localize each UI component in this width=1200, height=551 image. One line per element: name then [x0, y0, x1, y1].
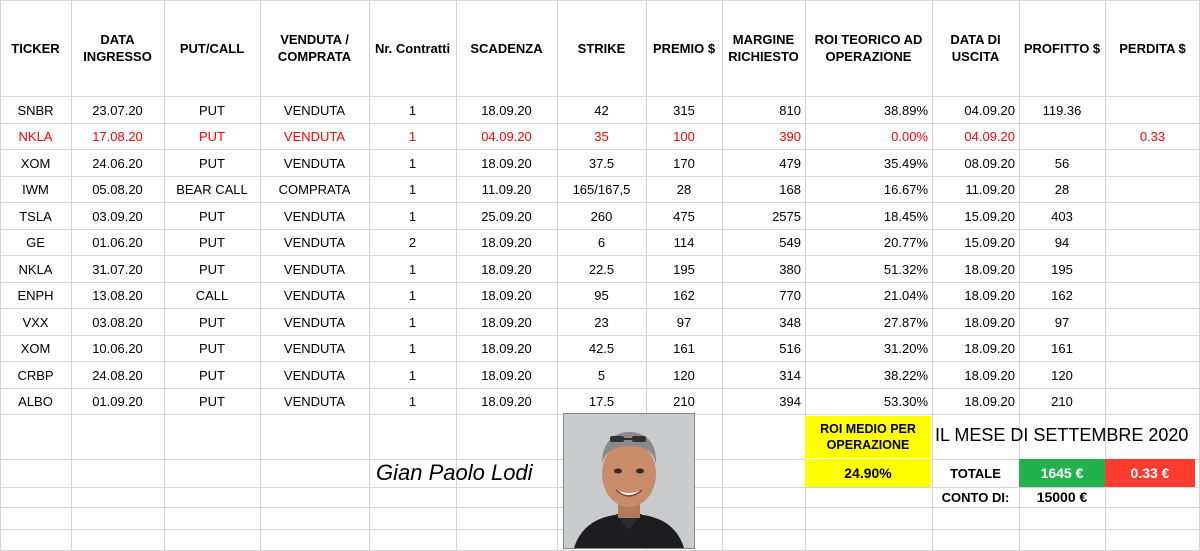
table-cell-profitto: 195	[1051, 261, 1073, 277]
table-cell-venduta-comprata: VENDUTA	[283, 129, 346, 145]
month-title: IL MESE DI SETTEMBRE 2020	[935, 425, 1189, 445]
table-cell-roi: 18.45%	[883, 208, 928, 224]
table-cell-roi: 53.30%	[883, 394, 928, 410]
table-cell-margine: 516	[779, 341, 801, 357]
conto-label: CONTO DI:	[941, 489, 1010, 505]
table-cell-uscita: 04.09.20	[964, 129, 1015, 145]
table-cell-margine: 549	[779, 235, 801, 251]
table-cell-profitto: 120	[1051, 367, 1073, 383]
table-cell-roi: 27.87%	[883, 314, 928, 330]
table-cell-data-ingresso: 13.08.20	[92, 288, 143, 304]
table-cell-strike: 42	[594, 102, 609, 118]
table-cell-strike: 17.5	[588, 394, 615, 410]
table-cell-strike: 35	[594, 129, 609, 145]
table-cell-venduta-comprata: VENDUTA	[283, 367, 346, 383]
table-cell-uscita: 18.09.20	[964, 394, 1015, 410]
column-header: MARGINE RICHIESTO	[728, 32, 799, 64]
table-cell-perdita	[1105, 177, 1200, 204]
table-cell-scadenza: 18.09.20	[481, 155, 532, 171]
table-cell-perdita	[1105, 283, 1200, 310]
table-cell-strike: 22.5	[588, 261, 615, 277]
table-cell-ticker: XOM	[20, 155, 51, 171]
column-header: Nr. Contratti	[374, 40, 451, 56]
table-cell-profitto: 210	[1051, 394, 1073, 410]
table-cell-premio: 195	[673, 261, 695, 277]
table-cell-ticker: VXX	[22, 314, 49, 330]
column-header: ROI TEORICO AD OPERAZIONE	[814, 32, 923, 64]
table-cell-margine: 380	[779, 261, 801, 277]
table-cell-strike: 23	[594, 314, 609, 330]
roi-medio-value: 24.90%	[805, 459, 931, 487]
table-cell-strike: 37.5	[588, 155, 615, 171]
table-cell-margine: 348	[779, 314, 801, 330]
table-cell-contratti: 1	[408, 182, 417, 198]
table-cell-perdita	[1105, 336, 1200, 363]
table-cell-margine: 479	[779, 155, 801, 171]
table-cell-ticker: ENPH	[17, 288, 54, 304]
table-cell-strike: 42.5	[588, 341, 615, 357]
table-cell-strike: 6	[597, 235, 606, 251]
table-cell-ticker: TSLA	[19, 208, 52, 224]
table-cell-perdita	[1105, 150, 1200, 177]
table-cell-scadenza: 18.09.20	[481, 314, 532, 330]
table-cell-premio: 100	[673, 129, 695, 145]
table-cell-roi: 38.22%	[883, 367, 928, 383]
table-cell-data-ingresso: 03.08.20	[92, 314, 143, 330]
totale-loss: 0.33 €	[1105, 459, 1195, 487]
column-header: PUT/CALL	[179, 40, 245, 56]
table-cell-venduta-comprata: VENDUTA	[283, 102, 346, 118]
table-cell-perdita	[1105, 230, 1200, 257]
table-cell-data-ingresso: 24.08.20	[92, 367, 143, 383]
table-cell-profitto: 119.36	[1042, 102, 1082, 118]
table-cell-contratti: 1	[408, 341, 417, 357]
table-cell-data-ingresso: 24.06.20	[92, 155, 143, 171]
column-header: SCADENZA	[470, 40, 543, 56]
table-cell-premio: 475	[673, 208, 695, 224]
table-cell-premio: 120	[673, 367, 695, 383]
table-cell-venduta-comprata: VENDUTA	[283, 261, 346, 277]
table-cell-put-call: PUT	[199, 314, 225, 330]
table-cell-scadenza: 18.09.20	[481, 341, 532, 357]
table-cell-contratti: 1	[408, 129, 417, 145]
table-cell-roi: 0.00%	[891, 129, 928, 145]
table-cell-scadenza: 18.09.20	[481, 235, 532, 251]
table-cell-venduta-comprata: VENDUTA	[283, 394, 346, 410]
table-cell-roi: 16.67%	[883, 182, 928, 198]
table-cell-roi: 38.89%	[883, 102, 928, 118]
table-cell-uscita: 18.09.20	[964, 288, 1015, 304]
table-cell-margine: 394	[779, 394, 801, 410]
table-cell-margine: 314	[779, 367, 801, 383]
table-cell-strike: 5	[597, 367, 606, 383]
totale-profit: 1645 €	[1019, 459, 1105, 487]
table-cell-perdita	[1105, 203, 1200, 230]
table-cell-strike: 95	[594, 288, 609, 304]
table-cell-ticker: XOM	[20, 341, 51, 357]
table-cell-uscita: 08.09.20	[964, 155, 1015, 171]
conto-value: 15000 €	[1036, 489, 1088, 505]
table-cell-profitto: 161	[1051, 341, 1073, 357]
table-cell-venduta-comprata: COMPRATA	[278, 182, 351, 198]
table-cell-scadenza: 25.09.20	[481, 208, 532, 224]
table-cell-premio: 315	[673, 102, 695, 118]
table-cell-data-ingresso: 17.08.20	[92, 129, 143, 145]
column-header: DATA INGRESSO	[83, 32, 152, 64]
table-cell-contratti: 1	[408, 394, 417, 410]
table-cell-contratti: 1	[408, 314, 417, 330]
table-cell-data-ingresso: 03.09.20	[92, 208, 143, 224]
table-cell-put-call: PUT	[199, 235, 225, 251]
table-cell-premio: 210	[673, 394, 695, 410]
table-cell-profitto: 97	[1054, 314, 1070, 330]
table-cell-contratti: 1	[408, 208, 417, 224]
table-cell-roi: 20.77%	[883, 235, 928, 251]
table-cell-uscita: 15.09.20	[964, 208, 1015, 224]
table-cell-data-ingresso: 10.06.20	[92, 341, 143, 357]
table-cell-put-call: PUT	[199, 155, 225, 171]
table-cell-contratti: 2	[408, 235, 417, 251]
column-header: VENDUTA / COMPRATA	[277, 32, 352, 64]
table-cell-put-call: PUT	[199, 394, 225, 410]
column-header: TICKER	[11, 40, 60, 56]
table-cell-premio: 170	[673, 155, 695, 171]
table-cell-venduta-comprata: VENDUTA	[283, 235, 346, 251]
table-cell-perdita	[1105, 362, 1200, 389]
table-cell-scadenza: 18.09.20	[481, 394, 532, 410]
table-cell-profitto: 162	[1051, 288, 1073, 304]
totale-label: TOTALE	[950, 465, 1001, 481]
table-cell-perdita: 0.33	[1139, 129, 1166, 145]
table-cell-premio: 28	[676, 182, 692, 198]
table-cell-venduta-comprata: VENDUTA	[283, 208, 346, 224]
table-cell-data-ingresso: 05.08.20	[92, 182, 143, 198]
table-cell-uscita: 11.09.20	[965, 182, 1015, 198]
table-cell-contratti: 1	[408, 102, 417, 118]
table-cell-premio: 162	[673, 288, 695, 304]
table-cell-roi: 21.04%	[883, 288, 928, 304]
table-cell-profitto: 28	[1054, 182, 1070, 198]
author-signature: Gian Paolo Lodi	[376, 460, 533, 485]
table-cell-margine: 810	[779, 102, 801, 118]
table-cell-scadenza: 18.09.20	[481, 288, 532, 304]
column-header: STRIKE	[577, 40, 626, 56]
column-header: PREMIO $	[652, 40, 716, 56]
table-cell-data-ingresso: 31.07.20	[92, 261, 143, 277]
table-cell-contratti: 1	[408, 155, 417, 171]
table-cell-scadenza: 04.09.20	[481, 129, 532, 145]
table-cell-venduta-comprata: VENDUTA	[283, 314, 346, 330]
table-cell-scadenza: 11.09.20	[481, 182, 532, 198]
table-cell-ticker: GE	[26, 235, 45, 251]
table-cell-roi: 51.32%	[883, 261, 928, 277]
table-cell-uscita: 18.09.20	[964, 314, 1015, 330]
table-cell-margine: 390	[779, 129, 801, 145]
table-cell-profitto: 94	[1054, 235, 1070, 251]
table-cell-put-call: PUT	[199, 367, 225, 383]
table-cell-put-call: CALL	[195, 288, 229, 304]
table-cell-put-call: BEAR CALL	[176, 182, 248, 198]
column-header: PERDITA $	[1119, 40, 1186, 56]
table-cell-ticker: IWM	[22, 182, 49, 198]
table-cell-strike: 165/167,5	[572, 182, 631, 198]
table-cell-margine: 2575	[772, 208, 801, 224]
table-cell-ticker: NKLA	[18, 129, 53, 145]
table-cell-contratti: 1	[408, 261, 417, 277]
table-cell-put-call: PUT	[199, 102, 225, 118]
table-cell-profitto: 403	[1051, 208, 1073, 224]
table-cell-uscita: 18.09.20	[964, 261, 1015, 277]
table-cell-venduta-comprata: VENDUTA	[283, 288, 346, 304]
table-cell-premio: 97	[676, 314, 692, 330]
table-cell-put-call: PUT	[199, 129, 225, 145]
table-cell-perdita	[1105, 256, 1200, 283]
table-cell-perdita	[1105, 389, 1200, 416]
column-header: DATA DI USCITA	[950, 32, 1001, 64]
table-cell-scadenza: 18.09.20	[481, 261, 532, 277]
table-cell-ticker: NKLA	[18, 261, 53, 277]
table-cell-profitto: 56	[1054, 155, 1070, 171]
table-cell-venduta-comprata: VENDUTA	[283, 341, 346, 357]
table-cell-margine: 168	[779, 182, 801, 198]
table-cell-put-call: PUT	[199, 261, 225, 277]
table-cell-perdita	[1105, 97, 1200, 124]
table-cell-uscita: 04.09.20	[964, 102, 1015, 118]
table-cell-perdita	[1105, 309, 1200, 336]
table-cell-roi: 31.20%	[883, 341, 928, 357]
table-cell-premio: 114	[673, 235, 695, 251]
table-cell-venduta-comprata: VENDUTA	[283, 155, 346, 171]
table-cell-uscita: 18.09.20	[964, 341, 1015, 357]
table-cell-uscita: 18.09.20	[964, 367, 1015, 383]
table-cell-margine: 770	[779, 288, 801, 304]
table-cell-data-ingresso: 23.07.20	[92, 102, 143, 118]
table-cell-scadenza: 18.09.20	[481, 102, 532, 118]
table-cell-profitto	[1019, 124, 1105, 151]
table-cell-put-call: PUT	[199, 208, 225, 224]
table-cell-contratti: 1	[408, 288, 417, 304]
table-cell-uscita: 15.09.20	[964, 235, 1015, 251]
table-cell-premio: 161	[673, 341, 695, 357]
table-cell-ticker: ALBO	[18, 394, 53, 410]
column-header: PROFITTO $	[1023, 40, 1101, 56]
table-cell-data-ingresso: 01.09.20	[92, 394, 143, 410]
table-cell-put-call: PUT	[199, 341, 225, 357]
table-cell-ticker: SNBR	[17, 102, 54, 118]
table-cell-roi: 35.49%	[883, 155, 928, 171]
author-portrait-icon	[564, 414, 694, 548]
table-cell-scadenza: 18.09.20	[481, 367, 532, 383]
table-cell-strike: 260	[590, 208, 613, 224]
table-cell-ticker: CRBP	[17, 367, 54, 383]
table-cell-data-ingresso: 01.06.20	[92, 235, 143, 251]
roi-medio-label: ROI MEDIO PER OPERAZIONE	[805, 416, 931, 458]
author-photo	[563, 413, 695, 549]
table-cell-contratti: 1	[408, 367, 417, 383]
